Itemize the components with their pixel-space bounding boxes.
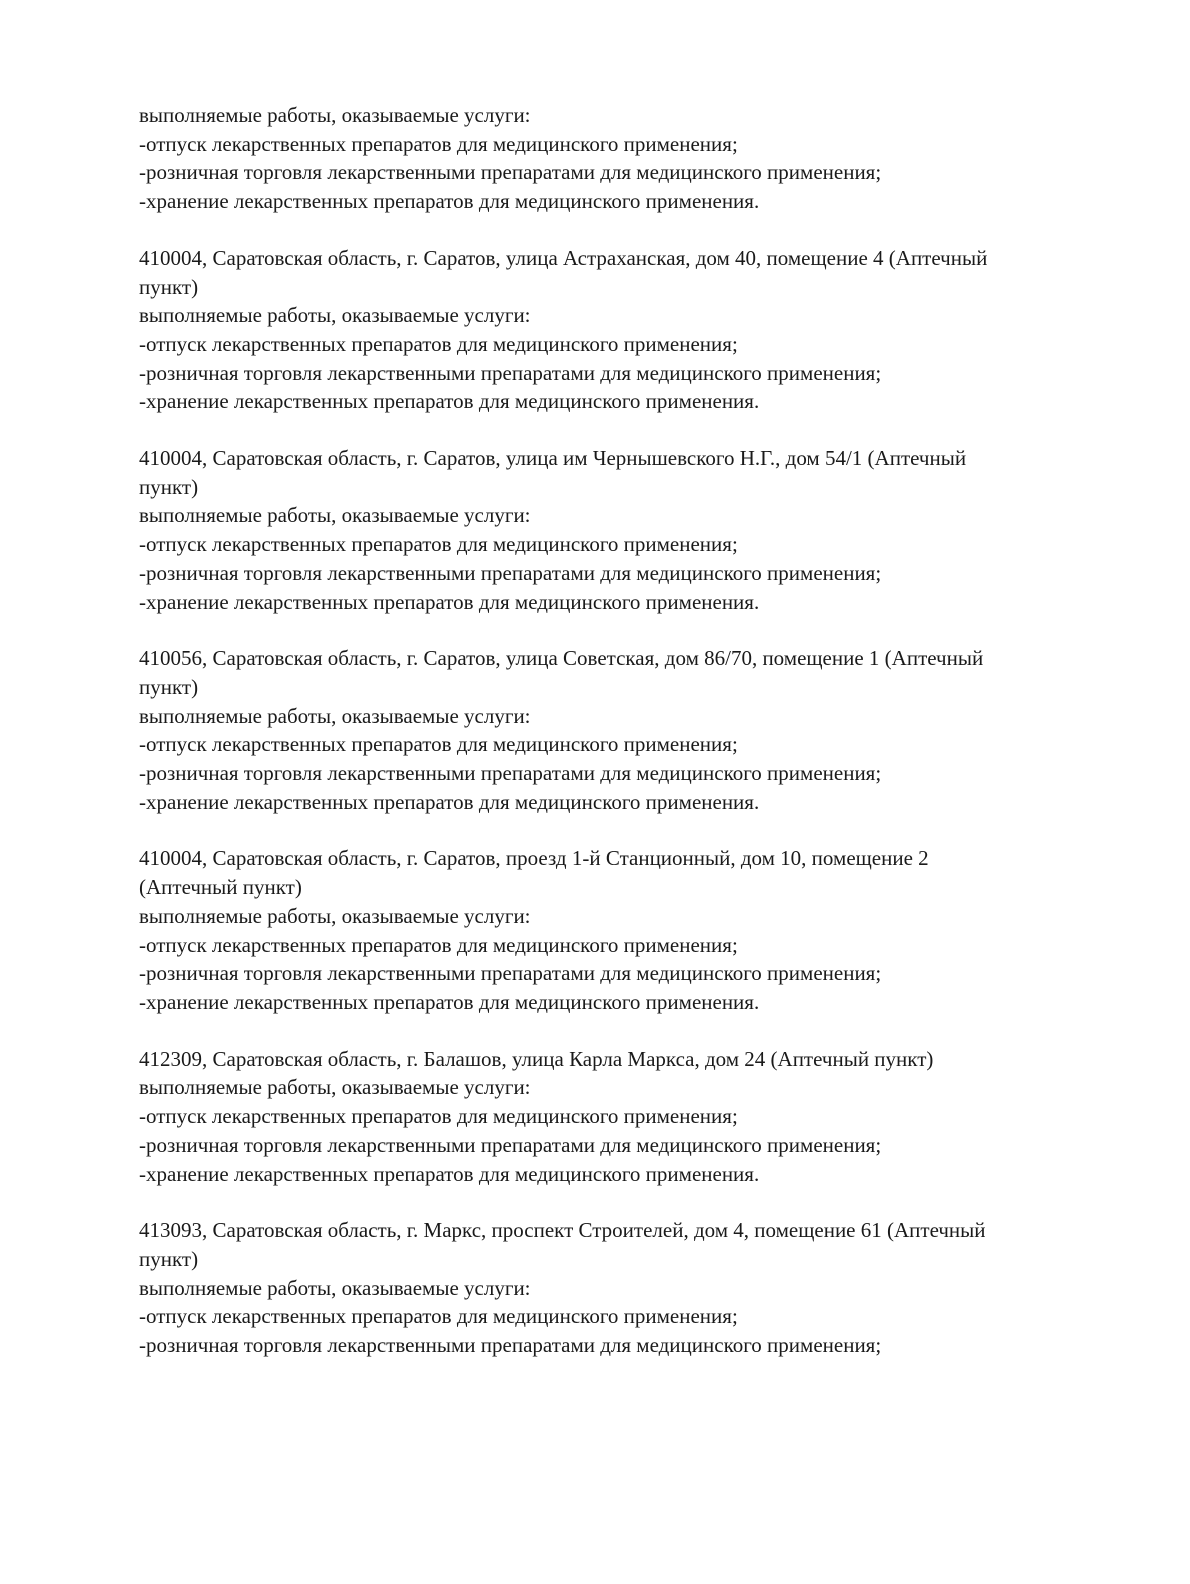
text-line: -хранение лекарственных препаратов для медицинского применения. [139,789,760,814]
text-line: выполняемые работы, оказываемые услуги: [139,1075,531,1100]
address-line: пункт) [139,1246,199,1271]
address-line: 410004, Саратовская область, г. Саратов, проезд 1-й Станционный, дом 10, помещение 2 [139,846,929,871]
text-line: -отпуск лекарственных препаратов для медицинского применения; [139,331,738,356]
text-line: выполняемые работы, оказываемые услуги: [139,703,531,728]
address-line: 410004, Саратовская область, г. Саратов, улица Астраханская, дом 40, помещение 4 (Аптечный [139,245,988,270]
address-line: 413093, Саратовская область, г. Маркс, проспект Строителей, дом 4, помещение 61 (Аптечный [139,1218,986,1243]
text-line: -розничная торговля лекарственными препаратами для медицинского применения; [139,360,882,385]
address-line: 410056, Саратовская область, г. Саратов, улица Советская, дом 86/70, помещение 1 (Аптечный [139,646,984,671]
text-line: -отпуск лекарственных препаратов для медицинского применения; [139,932,738,957]
text-line: -хранение лекарственных препаратов для медицинского применения. [139,989,760,1014]
text-line: выполняемые работы, оказываемые услуги: [139,503,531,528]
address-line: пункт) [139,274,199,299]
text-line: выполняемые работы, оказываемые услуги: [139,303,531,328]
text-line: -хранение лекарственных препаратов для медицинского применения. [139,1161,760,1186]
text-line: -отпуск лекарственных препаратов для медицинского применения; [139,732,738,757]
text-line: -хранение лекарственных препаратов для медицинского применения. [139,189,760,214]
text-line: -отпуск лекарственных препаратов для медицинского применения; [139,532,738,557]
address-block [139,1216,1119,1360]
address-block [139,644,1119,816]
text-line: -отпуск лекарственных препаратов для медицинского применения; [139,1304,738,1329]
text-line: -розничная торговля лекарственными препаратами для медицинского применения; [139,160,882,185]
text-line: -отпуск лекарственных препаратов для медицинского применения; [139,1104,738,1129]
text-line: -розничная торговля лекарственными препаратами для медицинского применения; [139,761,882,786]
paragraph-block [139,101,1119,216]
text-line: выполняемые работы, оказываемые услуги: [139,903,531,928]
document-body [139,101,1119,1388]
text-line: -хранение лекарственных препаратов для медицинского применения. [139,589,760,614]
text-line: -розничная торговля лекарственными препаратами для медицинского применения; [139,1333,882,1358]
text-line: -хранение лекарственных препаратов для медицинского применения. [139,389,760,414]
address-block [139,444,1119,616]
address-line: (Аптечный пункт) [139,875,302,900]
address-block [139,1045,1119,1189]
text-line: -отпуск лекарственных препаратов для медицинского применения; [139,131,738,156]
text-line: -розничная торговля лекарственными препаратами для медицинского применения; [139,961,882,986]
text-line: выполняемые работы, оказываемые услуги: [139,1275,531,1300]
address-line: 412309, Саратовская область, г. Балашов, улица Карла Маркса, дом 24 (Аптечный пункт) [139,1046,934,1071]
address-block [139,844,1119,1016]
text-line: выполняемые работы, оказываемые услуги: [139,103,531,127]
address-block [139,244,1119,416]
address-line: 410004, Саратовская область, г. Саратов, улица им Чернышевского Н.Г., дом 54/1 (Аптечный [139,446,967,471]
text-line: -розничная торговля лекарственными препаратами для медицинского применения; [139,560,882,585]
address-line: пункт) [139,674,199,699]
text-line: -розничная торговля лекарственными препаратами для медицинского применения; [139,1132,882,1157]
address-line: пункт) [139,474,199,499]
